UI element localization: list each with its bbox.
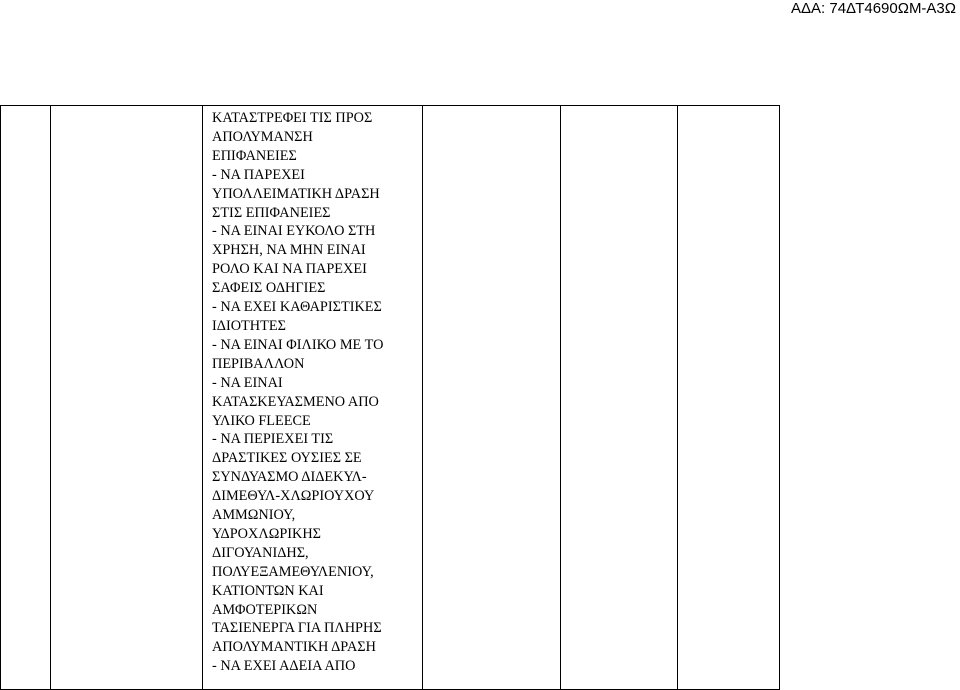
spec-line: - ΝΑ ΠΕΡΙΕΧΕΙ ΤΙΣ [212, 431, 334, 448]
table-cell-index [1, 106, 51, 690]
spec-line: ΣΤΙΣ ΕΠΙΦΑΝΕΙΕΣ [212, 204, 331, 221]
spec-line: - ΝΑ ΕΙΝΑΙ ΕΥΚΟΛΟ ΣΤΗ [212, 223, 376, 240]
spec-line: ΑΠΟΛΥΜΑΝΣΗ [212, 128, 313, 145]
spec-line: ΑΜΦΟΤΕΡΙΚΩΝ [212, 601, 318, 618]
spec-line: ΠΟΛΥΕΞΑΜΕΘΥΛΕΝΙΟΥ, [212, 563, 374, 580]
spec-line: - ΝΑ ΕΧΕΙ ΚΑΘΑΡΙΣΤΙΚΕΣ [212, 299, 382, 316]
spec-line: ΔΙΓΟΥΑΝΙΔΗΣ, [212, 544, 309, 561]
spec-line: ΣΥΝΔΥΑΣΜΟ ΔΙΔΕΚΥΛ- [212, 469, 367, 486]
spec-line: ΠΕΡΙΒΑΛΛΟΝ [212, 355, 305, 372]
spec-line: ΚΑΤΑΣΚΕΥΑΣΜΕΝΟ ΑΠΟ [212, 393, 379, 410]
table-cell-item [51, 106, 203, 690]
spec-line: - ΝΑ ΕΙΝΑΙ ΦΙΛΙΚΟ ΜΕ ΤΟ [212, 336, 384, 353]
spec-line: ΚΑΤΑΣΤΡΕΦΕΙ ΤΙΣ ΠΡΟΣ [212, 110, 373, 126]
spec-line: ΤΑΣΙΕΝΕΡΓΑ ΓΙΑ ΠΛΗΡΗΣ [212, 620, 382, 637]
spec-line: - ΝΑ ΠΑΡΕΧΕΙ [212, 166, 305, 183]
spec-line: ΑΜΜΩΝΙΟΥ, [212, 507, 296, 524]
spec-line: ΥΔΡΟΧΛΩΡΙΚΗΣ [212, 525, 322, 542]
ada-code: ΑΔΑ: 74ΔΤ4690ΩΜ-Α3Ω [791, 0, 956, 17]
table-cell-notes [678, 106, 780, 690]
spec-line: ΣΑΦΕΙΣ ΟΔΗΓΙΕΣ [212, 280, 326, 297]
table-cell-reference [561, 106, 678, 690]
spec-line: ΧΡΗΣΗ, ΝΑ ΜΗΝ ΕΙΝΑΙ [212, 242, 366, 259]
specification-table [0, 105, 780, 690]
spec-line: ΙΔΙΟΤΗΤΕΣ [212, 317, 286, 334]
table-cell-specifications [203, 106, 423, 690]
spec-line: ΥΛΙΚΟ FLEECE [212, 412, 311, 429]
specification-text [212, 109, 422, 676]
spec-line: ΕΠΙΦΑΝΕΙΕΣ [212, 147, 297, 164]
spec-line: - ΝΑ ΕΙΝΑΙ [212, 374, 283, 391]
spec-line: - ΝΑ ΕΧΕΙ ΑΔΕΙΑ ΑΠΟ [212, 658, 356, 675]
table-row [1, 106, 780, 690]
spec-line: ΥΠΟΛΛΕΙΜΑΤΙΚΗ ΔΡΑΣΗ [212, 185, 380, 202]
table-cell-offer [423, 106, 561, 690]
spec-line: ΚΑΤΙΟΝΤΩΝ ΚΑΙ [212, 582, 324, 599]
spec-line: ΑΠΟΛΥΜΑΝΤΙΚΗ ΔΡΑΣΗ [212, 639, 376, 656]
spec-line: ΔΡΑΣΤΙΚΕΣ ΟΥΣΙΕΣ ΣΕ [212, 450, 362, 467]
spec-line: ΡΟΛΟ ΚΑΙ ΝΑ ΠΑΡΕΧΕΙ [212, 261, 367, 278]
spec-line: ΔΙΜΕΘΥΛ-ΧΛΩΡΙΟΥΧΟΥ [212, 488, 375, 505]
